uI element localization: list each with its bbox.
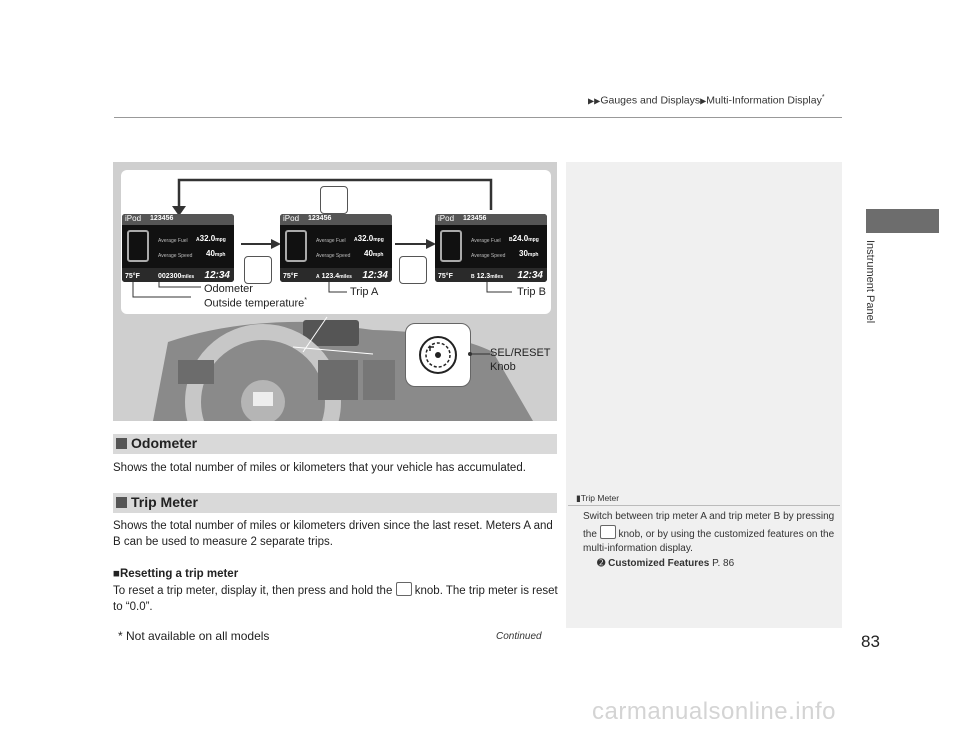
callout-odometer: Odometer [204,283,253,295]
fuel-pump-icon [127,230,149,262]
meter-unit: miles [490,274,503,280]
fuel-unit: mpg [373,237,384,243]
header-rule [114,117,842,118]
note-rule [568,505,840,506]
chapter-label-text: Instrument Panel [864,240,876,324]
fuel-unit: mpg [215,237,226,243]
multi-info-screen [435,214,547,282]
breadcrumb [588,94,825,107]
knob-icon [244,256,272,284]
screen-ipod: iPod [283,214,300,223]
note-text-2: knob, or by using the customized features on the multi-information display. [583,528,835,555]
screen-track: 123456 [463,215,487,222]
fuel-pump-icon [285,230,307,262]
fuel-number: 32.0 [357,234,374,243]
breadcrumb-item-gauges[interactable]: Gauges and Displays [600,94,701,107]
link-arrow-icon: ➋ [597,557,606,569]
clock: 12:34 [204,270,230,281]
clock: 12:34 [517,270,543,281]
callout-outside-temp-text: Outside temperature [204,297,305,310]
footnote: * Not available on all models [118,629,270,643]
screen-track: 123456 [150,215,174,222]
fuel-unit: mpg [528,237,539,243]
reset-heading [113,566,238,582]
outside-temp: 75°F [283,273,298,280]
meter-number: 123.4 [321,273,340,280]
continued-label: Continued [496,631,542,642]
bullet-square-icon: ■ [113,568,120,580]
meter-number: 12.3 [476,273,491,280]
fuel-number: 32.0 [199,234,216,243]
avg-speed-label: Average Speed [316,253,351,259]
meter-reading [471,273,503,280]
knob-icon [396,582,412,596]
section-title: Trip Meter [131,494,198,510]
fuel-value [196,234,226,243]
callout-trip-b: Trip B [517,286,546,298]
page-ref[interactable]: P. 86 [712,557,735,569]
speed-value [364,249,383,258]
ref-icon: ▮ [576,493,581,503]
sel-reset-knob-icon [406,324,470,386]
clock: 12:34 [362,270,388,281]
fuel-prefix: A [196,237,200,243]
avg-fuel-label: Average Fuel [316,238,346,244]
avg-speed-label: Average Speed [158,253,193,259]
customized-features-link[interactable]: Customized Features [608,557,710,569]
reset-title: Resetting a trip meter [119,568,239,580]
meter-number: 002300 [158,273,182,280]
fuel-value [509,234,539,243]
asterisk-mark: * [821,94,825,101]
section-trip-heading [113,493,557,513]
outside-temp: 75°F [438,273,453,280]
asterisk-mark: * [304,297,308,304]
meter-prefix: B [471,274,475,280]
note-title-text: Trip Meter [580,493,620,503]
speed-value [206,249,225,258]
speed-unit: mph [214,252,226,258]
speed-number: 40 [364,249,373,258]
section-odometer-heading [113,434,557,454]
meter-reading [158,273,194,280]
speed-number: 40 [206,249,215,258]
chapter-tab [866,209,939,233]
outside-temp: 75°F [125,273,140,280]
screen-ipod: iPod [438,214,455,223]
speed-number: 30 [519,249,528,258]
screen-track: 123456 [308,215,332,222]
breadcrumb-item-mid[interactable]: Multi-Information Display [706,94,822,107]
callout-knob-2: Knob [490,361,516,373]
meter-unit: miles [181,274,195,280]
knob-icon [600,525,616,539]
multi-info-screen [280,214,392,282]
reset-text-1: To reset a trip meter, display it, then press and hold the [113,585,393,597]
section-square-icon [116,438,127,449]
callout-trip-a: Trip A [350,286,379,298]
callout-knob-1: SEL/RESET [490,347,551,359]
fuel-prefix: B [509,237,513,243]
meter-reading [316,273,352,280]
avg-fuel-label: Average Fuel [158,238,188,244]
callout-outside-temp [204,297,307,310]
page-number: 83 [861,632,880,651]
speed-unit: mph [527,252,539,258]
avg-fuel-label: Average Fuel [471,238,501,244]
section-title: Odometer [131,435,198,451]
chapter-label [856,240,884,360]
reset-text-2: knob. The trip meter is reset to “0.0”. [113,585,558,613]
meter-prefix: A [316,274,320,280]
breadcrumb-arrow-icon: ▶ [700,96,707,106]
odometer-text: Shows the total number of miles or kilometers that your vehicle has accumulated. [113,462,526,474]
reset-text [113,582,558,615]
breadcrumb-arrow-icon: ▶▶ [588,96,601,106]
screen-ipod: iPod [125,214,142,223]
note-title [576,493,619,504]
meter-unit: miles [339,274,352,280]
note-text-1: Switch between trip meter A and trip meter B by pressing the [583,511,835,540]
knob-icon [399,256,427,284]
watermark: carmanualsonline.info [592,698,836,725]
avg-speed-label: Average Speed [471,253,506,259]
fuel-prefix: A [354,237,358,243]
multi-info-screen [122,214,234,282]
knob-icon [320,186,348,214]
speed-value [519,249,538,258]
knob-leader-line [468,350,492,360]
speed-unit: mph [372,252,384,258]
fuel-pump-icon [440,230,462,262]
note-body [583,510,835,571]
section-square-icon [116,497,127,508]
fuel-value [354,234,384,243]
fuel-number: 24.0 [512,234,529,243]
trip-text: Shows the total number of miles or kilometers driven since the last reset. Meters A and B can be used to measure 2 separate trips. [113,520,553,548]
sel-reset-knob-illustration [405,323,471,387]
